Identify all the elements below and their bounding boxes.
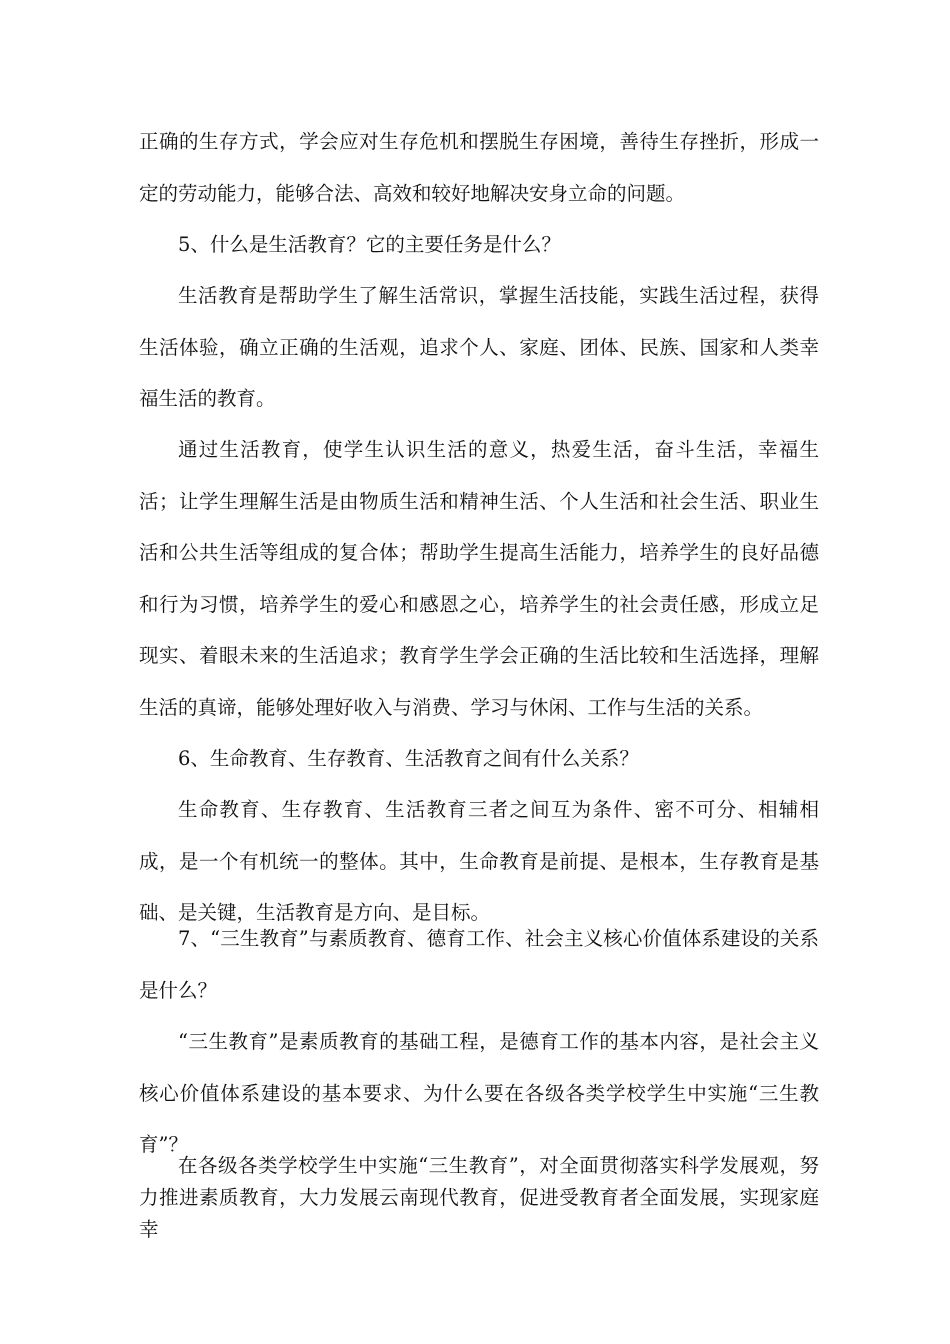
question-5-heading: 5、什么是生活教育？它的主要任务是什么？: [178, 233, 561, 256]
paragraph-1: 正确的生存方式，学会应对生存危机和摆脱生存困境，善待生存挫折，形成一定的劳动能力，能够合法、高效和较好地解决安身立命的问题。: [139, 130, 819, 205]
paragraph-5: “三生教育”是素质教育的基础工程，是德育工作的基本内容，是社会主义核心价值体系建设的基本要求、为什么要在各级各类学校学生中实施“三生教育”？: [139, 1030, 819, 1156]
paragraph-3: 通过生活教育，使学生认识生活的意义，热爱生活，奋斗生活，幸福生活；让学生理解生活是由物质生活和精神生活、个人生活和社会生活、职业生活和公共生活等组成的复合体；帮助学生提高生活能力，培养学生的良好品德和行为习惯，培养学生的爱心和感恩之心，培养学生的社会责任感，形成立足现实、着眼未来的生活追求；教育学生学会正确的生活比较和生活选择，理解生活的真谛，能够处理好收入与消费、学习与休闲、工作与生活的关系。: [139, 438, 819, 719]
paragraph-4: 生命教育、生存教育、生活教育三者之间互为条件、密不可分、相辅相成，是一个有机统一的整体。其中，生命教育是前提、是根本，生存教育是基础、是关键，生活教育是方向、是目标。: [139, 798, 819, 924]
paragraph-2: 生活教育是帮助学生了解生活常识，掌握生活技能，实践生活过程，获得生活体验，确立正确的生活观，追求个人、家庭、团体、民族、国家和人类幸福生活的教育。: [139, 284, 819, 410]
question-6-heading: 6、生命教育、生存教育、生活教育之间有什么关系？: [178, 747, 639, 770]
paragraph-6: 在各级各类学校学生中实施“三生教育”，对全面贯彻落实科学发展观，努力推进素质教育，大力发展云南现代教育，促进受教育者全面发展，实现家庭幸: [139, 1154, 819, 1241]
question-7-heading: 7、“三生教育”与素质教育、德育工作、社会主义核心价值体系建设的关系是什么？: [139, 927, 819, 1002]
